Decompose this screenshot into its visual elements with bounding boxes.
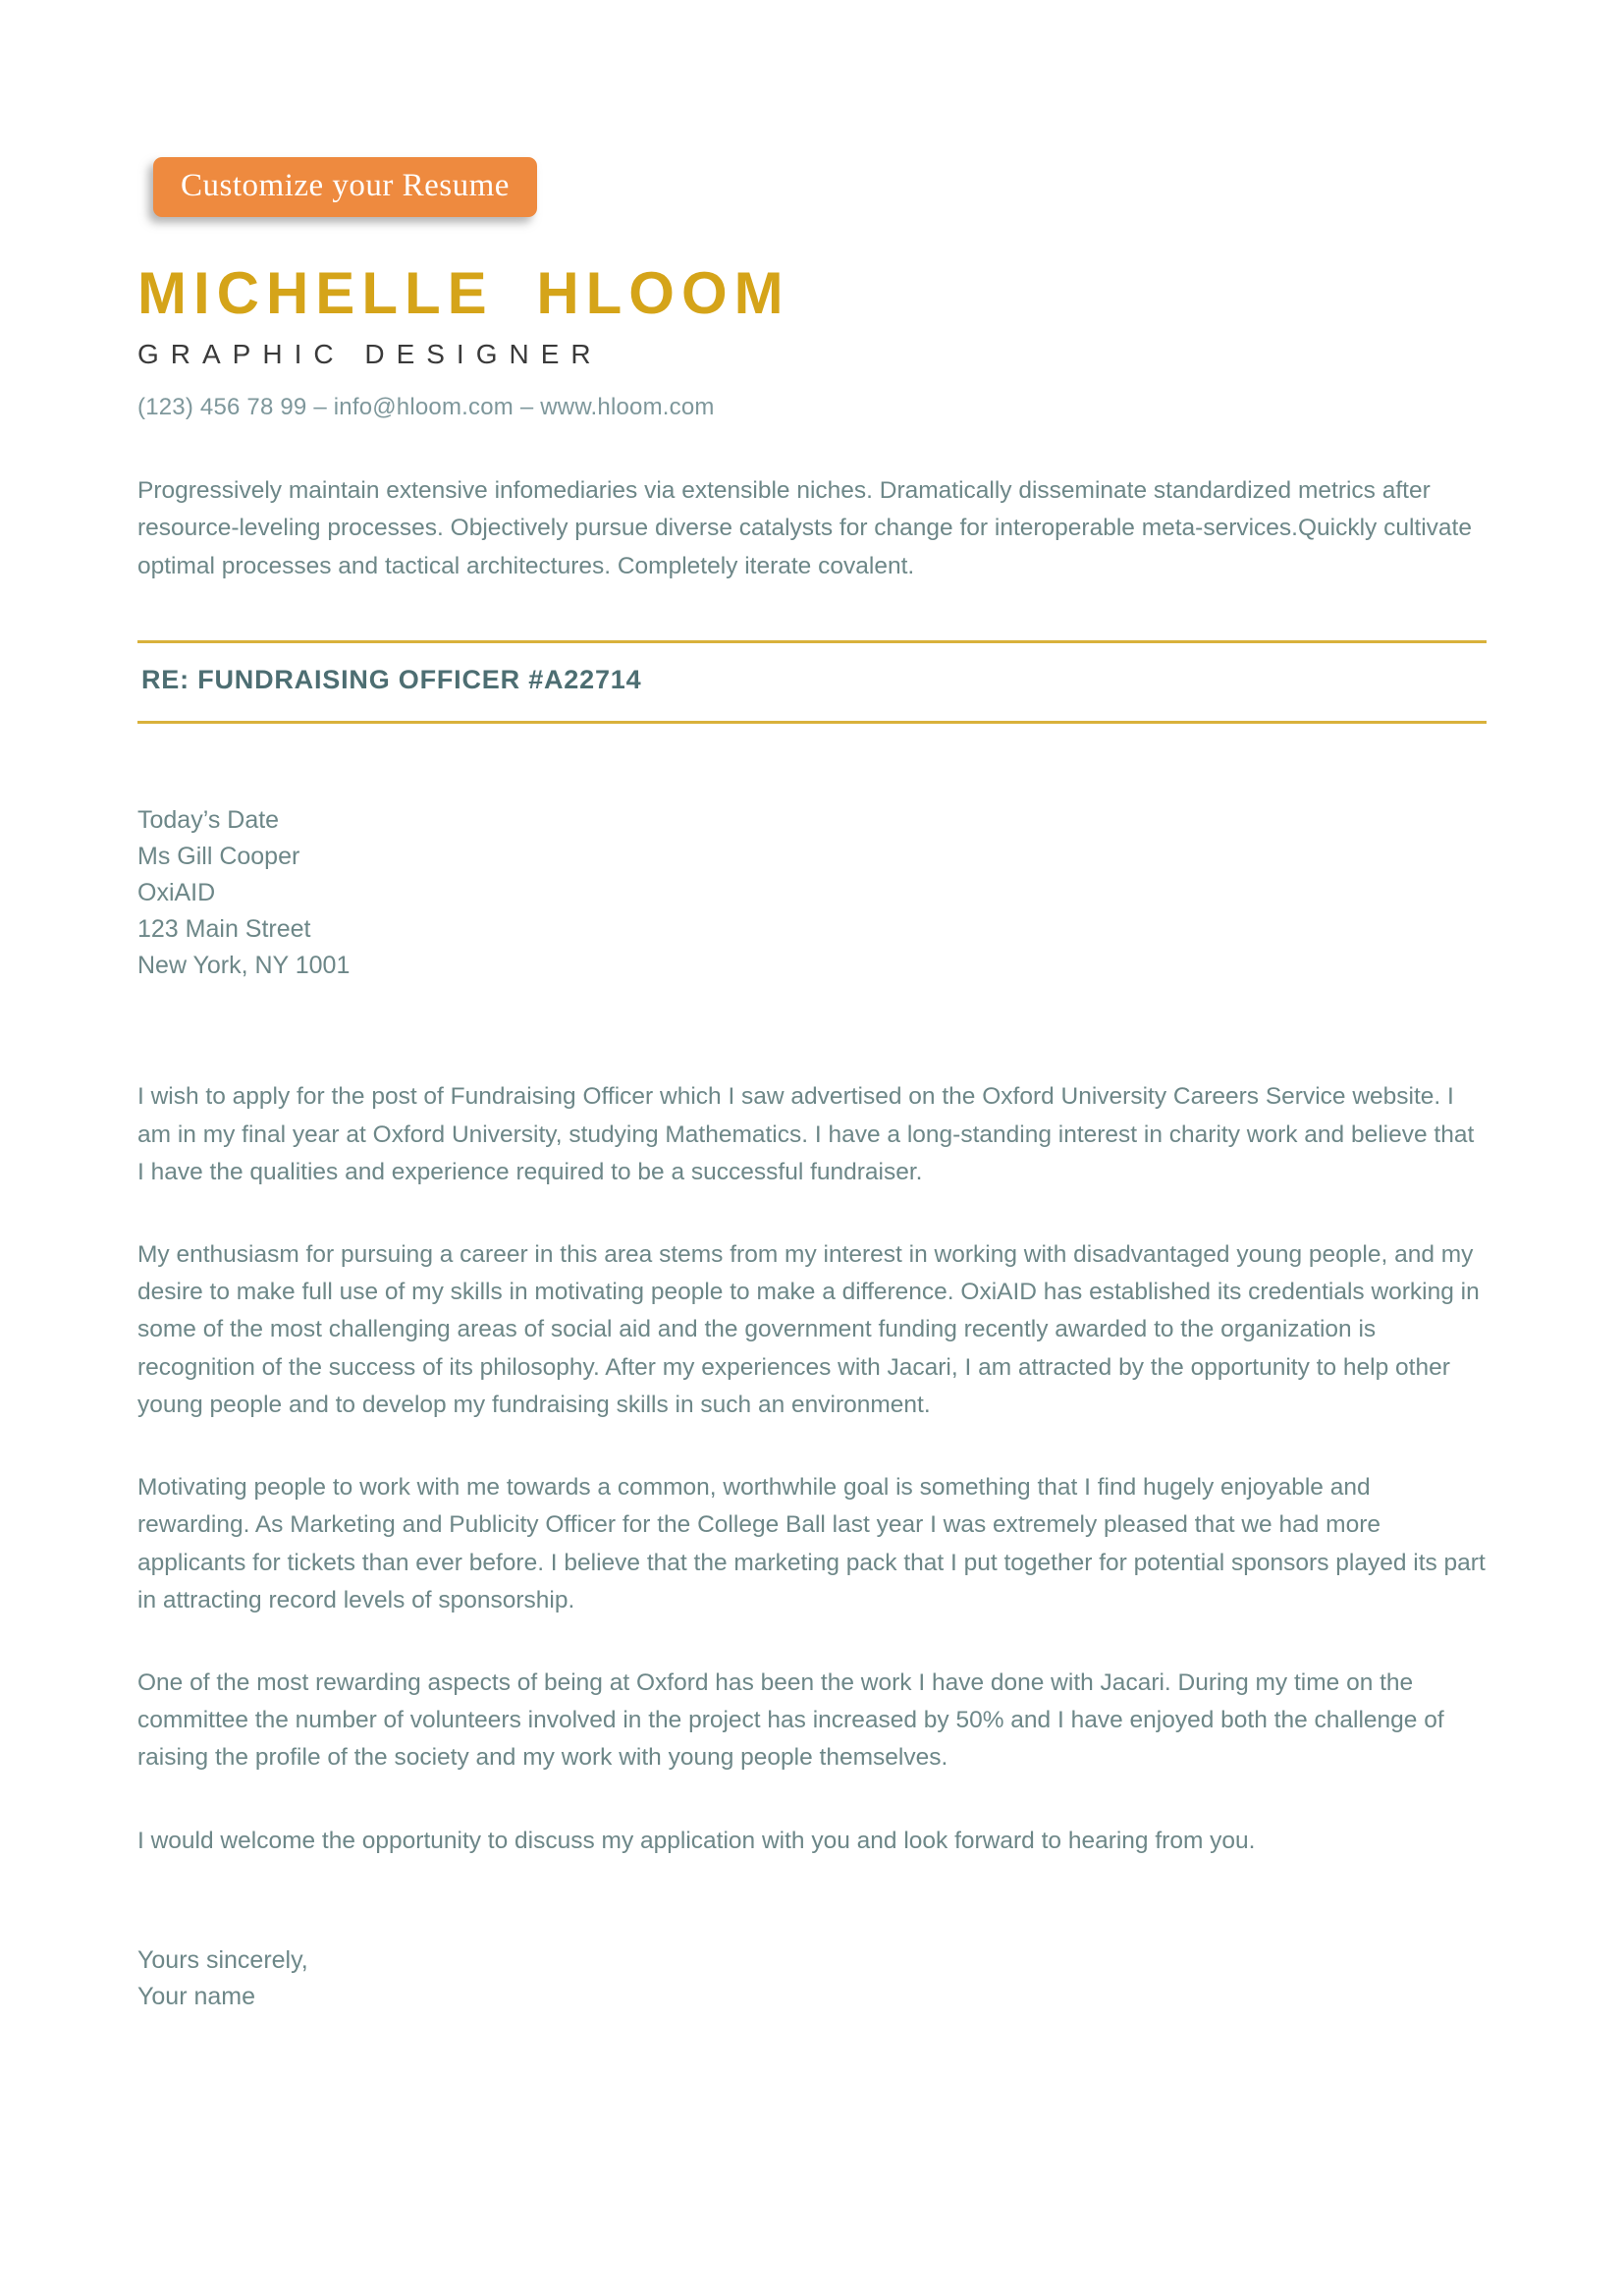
person-name-heading: MICHELLE HLOOM bbox=[137, 260, 790, 326]
body-paragraph-2: My enthusiasm for pursuing a career in this area stems from my interest in working with disadvantaged young people, and my desire to make full use of my skills in motivating people to make a difference. OxiAID has established its credentials working in some of the most challenging areas of social aid and the government funding recently awarded to the organization is recognition of the success of its philosophy. After my experiences with Jacari, I am attracted by the opportunity to help other young people and to develop my fundraising skills in such an environment. bbox=[137, 1241, 1480, 1418]
body-paragraph-1: I wish to apply for the post of Fundraising Officer which I saw advertised on the Oxford University Careers Service website. I am in my final year at Oxford University, studying Mathematics. I have a long-standing interest in charity work and believe that I have the qualities and experience required to be a successful fundraiser. bbox=[137, 1083, 1475, 1185]
contact-line: (123) 456 78 99 – info@hloom.com – www.hloom.com bbox=[137, 394, 715, 420]
subject-block bbox=[137, 640, 1487, 724]
recipient-name-line: Ms Gill Cooper bbox=[137, 843, 300, 871]
city-line: New York, NY 1001 bbox=[137, 952, 351, 980]
summary-paragraph: Progressively maintain extensive infomediaries via extensible niches. Dramatically disseminate standardized metrics after resource-leveling processes. Objectively pursue diverse catalysts for change for interoperable meta-services.Quickly cultivate optimal processes and tactical architectures. Completely iterate covalent. bbox=[137, 477, 1472, 579]
valediction-line: Yours sincerely, bbox=[137, 1945, 308, 1974]
signature-line: Your name bbox=[137, 1982, 255, 2010]
closing-block bbox=[137, 1942, 1487, 2015]
street-line: 123 Main Street bbox=[137, 915, 311, 944]
body-paragraph-5: I would welcome the opportunity to discuss my application with you and look forward to hearing from you. bbox=[137, 1827, 1256, 1854]
letter-body bbox=[137, 1078, 1487, 1860]
body-paragraph-4: One of the most rewarding aspects of being at Oxford has been the work I have done with Jacari. During my time on the committee the number of volunteers involved in the project has increased by 50% and I have enjoyed both the challenge of raising the profile of the society and my work with young people themselves. bbox=[137, 1668, 1444, 1772]
date-line: Today’s Date bbox=[137, 806, 280, 835]
job-title: GRAPHIC DESIGNER bbox=[137, 339, 603, 369]
body-paragraph-3: Motivating people to work with me towards a common, worthwhile goal is something that I find hugely enjoyable and rewarding. As Marketing and Publicity Officer for the College Ball last year I was extremely pleased that we had more applicants for tickets than ever before. I believe that the marketing pack that I put together for potential sponsors played its part in attracting record levels of sponsorship. bbox=[137, 1474, 1486, 1613]
recipient-block bbox=[137, 802, 1487, 984]
subject-heading: RE: FUNDRAISING OFFICER #A22714 bbox=[141, 665, 642, 695]
organization-line: OxiAID bbox=[137, 879, 216, 907]
customize-resume-button[interactable]: Customize your Resume bbox=[153, 157, 537, 217]
